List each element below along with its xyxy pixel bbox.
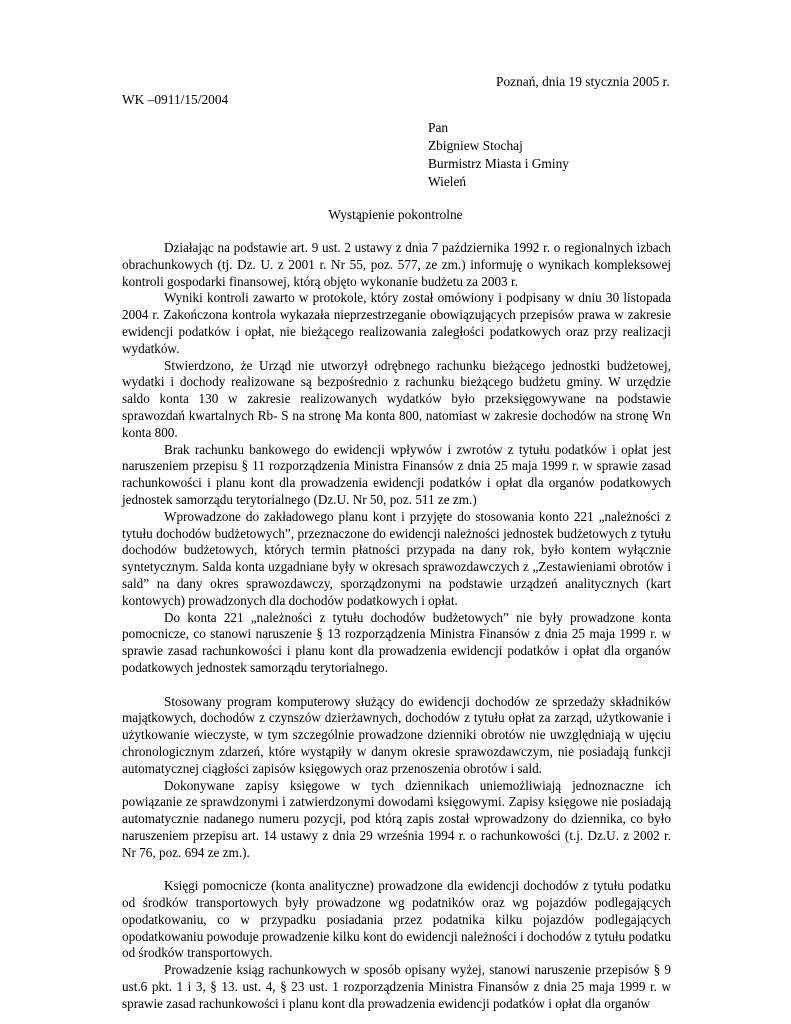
document-body	[122, 240, 671, 1013]
document-title: Wystąpienie pokontrolne	[328, 207, 463, 222]
paragraph: Stwierdzono, że Urząd nie utworzył odrębnego rachunku bieżącego jednostki budżetowej, wydatki i dochody realizowane są bezpośrednio z rachunku bieżącego budżetu gminy. W urzędzie saldo konta 130 w zakresie realizowanych wydatków było przeksięgowywane na podstawie sprawozdań kwartalnych Rb- S na stronę Ma konta 800, natomiast w zakresie dochodów na stronę Wn konta 800.	[122, 357, 671, 440]
addressee-position: Burmistrz Miasta i Gminy	[428, 156, 569, 171]
addressee-name: Zbigniew Stochaj	[428, 138, 523, 153]
paragraph: Do konta 221 „należności z tytułu dochodów budżetowych” nie były prowadzone konta pomocnicze, co stanowi naruszenie § 13 rozporządzenia Ministra Finansów z dnia 25 maja 1999 r. w sprawie zasad rachunkowości i planu kont dla prowadzenia ewidencji podatków i opłat dla organów podatkowych jednostek samorządu terytorialnego.	[122, 609, 671, 675]
paragraph: Brak rachunku bankowego do ewidencji wpływów i zwrotów z tytułu podatków i opłat jest naruszeniem przepisu § 11 rozporządzenia Ministra Finansów z dnia 25 maja 1999 r. w sprawie zasad rachunkowości i planu kont dla prowadzenia ewidencji podatków i opłat dla organów podatkowych jednostek samorządu terytorialnego (Dz.U. Nr 50, poz. 511 ze zm.)	[122, 441, 671, 507]
paragraph: Księgi pomocnicze (konta analityczne) prowadzone dla ewidencji dochodów z tytułu podatku od środków transportowych były prowadzone wg podatników oraz wg pojazdów podlegających opodatkowaniu, co w przypadku posiadania przez podatnika kilku pojazdów podlegających opodatkowaniu powoduje prowadzenie kilku kont do ewidencji należności i dochodów z tytułu podatku od środków transportowych.	[122, 878, 671, 961]
date-line: Poznań, dnia 19 stycznia 2005 r.	[496, 74, 670, 89]
paragraph: Prowadzenie ksiąg rachunkowych w sposób opisany wyżej, stanowi naruszenie przepisów § 9 ust.6 pkt. 1 i 3, § 13. ust. 4, § 23 ust. 1 rozporządzenia Ministra Finansów z dnia 25 maja 1999 r. w sprawie zasad rachunkowości i planu kont dla prowadzenia ewidencji podatków i opłat dla organów	[122, 962, 671, 1011]
paragraph: Stosowany program komputerowy służący do ewidencji dochodów ze sprzedaży składników majątkowych, dochodów z czynszów dzierżawnych, dochodów z tytułu opłat za zarząd, użytkowanie i użytkowanie wieczyste, w tym szczególnie prowadzone dzienniki obrotów nie uwzględniają w ujęciu chronologicznym zdarzeń, które wystąpiły w danym okresie sprawozdawczym, nie posiadają funkcji automatycznej ciągłości zapisów księgowych oraz przenoszenia obrotów i sald.	[122, 693, 671, 776]
paragraph: Działając na podstawie art. 9 ust. 2 ustawy z dnia 7 października 1992 r. o regionalnych izbach obrachunkowych (tj. Dz. U. z 2001 r. Nr 55, poz. 577, ze zm.) informuję o wynikach kompleksowej kontroli gospodarki finansowej, którą objęto wykonanie budżetu za 2003 r.	[122, 240, 671, 289]
paragraph: Dokonywane zapisy księgowe w tych dziennikach uniemożliwiają jednoznaczne ich powiązanie ze sprawdzonymi i zatwierdzonymi dowodami księgowymi. Zapisy księgowe nie posiadają automatycznie nadanego numeru pozycji, pod którą zapis został wprowadzony do dziennika, co było naruszeniem przepisu art. 14 ustawy z dnia 29 września 1994 r. o rachunkowości (t.j. Dz.U. z 2002 r. Nr 76, poz. 694 ze zm.).	[122, 777, 671, 860]
addressee-town: Wieleń	[428, 174, 467, 189]
addressee-salutation: Pan	[428, 120, 449, 135]
paragraph: Wprowadzone do zakładowego planu kont i przyjęte do stosowania konto 221 „należności z tytułu dochodów budżetowych”, przeznaczone do ewidencji należności jednostek budżetowych z tytułu dochodów budżetowych, których termin płatności przypada na dany rok, było kontem wyłącznie syntetycznym. Salda konta uzgadniane były w okresach sprawozdawczych z „Zestawieniami obrotów i sald” na dany okres sprawozdawczy, sporządzonymi na podstawie urządzeń analitycznych (kart kontowych) prowadzonych dla dochodów podatkowych i opłat.	[122, 508, 671, 608]
addressee-block	[428, 119, 569, 191]
reference-number: WK –0911/15/2004	[122, 92, 229, 107]
paragraph: Wyniki kontroli zawarto w protokole, który został omówiony i podpisany w dniu 30 listopada 2004 r. Zakończona kontrola wykazała nieprzestrzeganie obowiązujących przepisów prawa w zakresie ewidencji podatków i opłat, nie bieżącego realizowania zaległości podatkowych oraz przy realizacji wydatków.	[122, 290, 671, 356]
